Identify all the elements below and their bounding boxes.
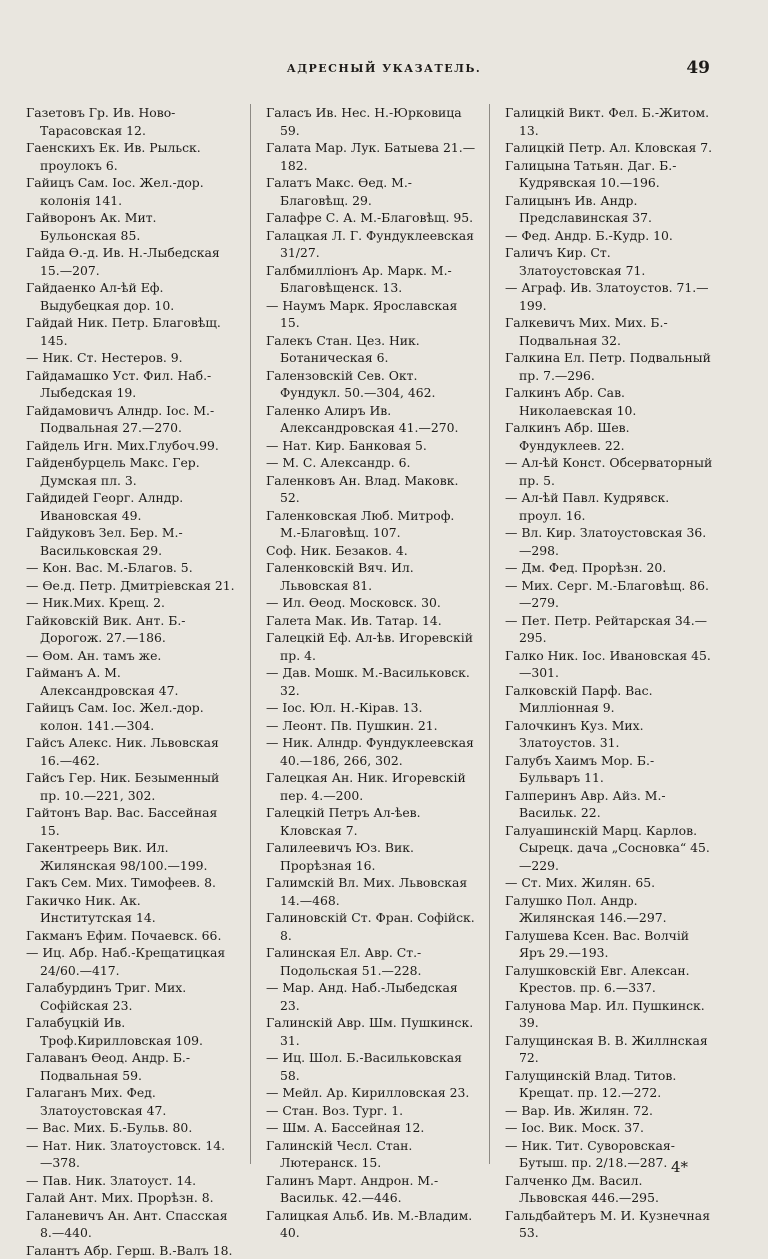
directory-entry: Гайманъ А. М. Александровская 47.	[26, 664, 236, 699]
directory-entry: Галимскій Вл. Мих. Львовская 14.—468.	[266, 874, 478, 909]
directory-entry: — Мар. Анд. Наб.-Лыбедская 23.	[266, 979, 478, 1014]
directory-entry: Галецкая Ан. Ник. Игоревскій пер. 4.—200.	[266, 769, 478, 804]
directory-entry: Галкевичъ Мих. Мих. Б.-Подвальная 32.	[505, 314, 713, 349]
directory-entry: Галекъ Стан. Цез. Ник. Ботаническая 6.	[266, 332, 478, 367]
directory-entry: Галущинскій Влад. Титов. Крещат. пр. 12.—272.	[505, 1067, 713, 1102]
directory-entry: — Вар. Ив. Жилян. 72.	[505, 1102, 713, 1120]
directory-entry: Гакентреерь Вик. Ил. Жилянская 98/100.—199.	[26, 839, 236, 874]
column-2	[266, 104, 478, 1242]
directory-entry: Галицкій Викт. Фел. Б.-Житом. 13.	[505, 104, 713, 139]
directory-entry: Галушко Пол. Андр. Жилянская 146.—297.	[505, 892, 713, 927]
directory-entry: — Ил. Ѳеод. Московск. 30.	[266, 594, 478, 612]
directory-entry: — Стан. Воз. Тург. 1.	[266, 1102, 478, 1120]
directory-entry: — Іос. Вик. Моск. 37.	[505, 1119, 713, 1137]
directory-entry: — Кон. Вас. М.-Благов. 5.	[26, 559, 236, 577]
directory-columns	[0, 104, 768, 1164]
directory-entry: — Ник. Алндр. Фундуклеевская 40.—186, 266, 302.	[266, 734, 478, 769]
column-3	[505, 104, 713, 1242]
directory-entry: — Дав. Мошк. М.-Васильковск. 32.	[266, 664, 478, 699]
directory-entry: — Нат. Ник. Златоустовск. 14.—378.	[26, 1137, 236, 1172]
directory-entry: — Леонт. Пв. Пушкин. 21.	[266, 717, 478, 735]
directory-entry: Гаенскихъ Ек. Ив. Рыльск. проулокъ 6.	[26, 139, 236, 174]
directory-entry: — Иц. Абр. Наб.-Крещатицкая 24/60.—417.	[26, 944, 236, 979]
directory-entry: Галензовскій Сев. Окт. Фундукл. 50.—304, 462.	[266, 367, 478, 402]
directory-entry: Галицкій Петр. Ал. Кловская 7.	[505, 139, 713, 157]
directory-entry: Галинъ Март. Андрон. М.-Васильк. 42.—446.	[266, 1172, 478, 1207]
directory-entry: Соф. Ник. Безаков. 4.	[266, 542, 478, 560]
directory-entry: Галасъ Ив. Нес. Н.-Юрковица 59.	[266, 104, 478, 139]
directory-entry: Гакичко Ник. Ак. Институтская 14.	[26, 892, 236, 927]
directory-entry: — Аграф. Ив. Златоустов. 71.—199.	[505, 279, 713, 314]
directory-entry: Галенковъ Ан. Влад. Маковк. 52.	[266, 472, 478, 507]
directory-entry: — Ѳе.д. Петр. Дмитріевская 21.	[26, 577, 236, 595]
directory-entry: Галата Мар. Лук. Батыева 21.—182.	[266, 139, 478, 174]
directory-entry: Галинскій Чесл. Стан. Лютеранск. 15.	[266, 1137, 478, 1172]
directory-entry: Галичъ Кир. Ст. Златоустовская 71.	[505, 244, 713, 279]
directory-entry: Гайдуковъ Зел. Бер. М.-Васильковская 29.	[26, 524, 236, 559]
page-number: 49	[686, 58, 710, 78]
directory-entry: Газетовъ Гр. Ив. Ново-Тарасовская 12.	[26, 104, 236, 139]
directory-entry: — Нат. Кир. Банковая 5.	[266, 437, 478, 455]
directory-entry: — Шм. А. Бассейная 12.	[266, 1119, 478, 1137]
directory-entry: Галковскій Парф. Вас. Миллiонная 9.	[505, 682, 713, 717]
directory-entry: Галай Ант. Мих. Прорѣзн. 8.	[26, 1189, 236, 1207]
directory-entry: Галубъ Хаимъ Мор. Б.-Бульваръ 11.	[505, 752, 713, 787]
directory-entry: — Вл. Кир. Златоустовская 36.—298.	[505, 524, 713, 559]
directory-entry: Гайдаенко Ал-ѣй Еф. Выдубецкая дор. 10.	[26, 279, 236, 314]
directory-entry: Гайсъ Алекс. Ник. Львовская 16.—462.	[26, 734, 236, 769]
directory-entry: Галушковскій Евг. Алексан. Крестов. пр. 6.—337.	[505, 962, 713, 997]
directory-entry: — Наумъ Марк. Ярославская 15.	[266, 297, 478, 332]
directory-entry: Галацкая Л. Г. Фундуклеевская 31/27.	[266, 227, 478, 262]
running-title: АДРЕСНЫЙ УКАЗАТЕЛЬ.	[0, 62, 768, 75]
directory-entry: Галатъ Макс. Ѳед. М.-Благовѣщ. 29.	[266, 174, 478, 209]
directory-entry: Гайицъ Сам. Іос. Жел.-дор. колонія 141.	[26, 174, 236, 209]
directory-entry: Галаганъ Мих. Фед. Златоустовская 47.	[26, 1084, 236, 1119]
directory-entry: Гайворонъ Ак. Мит. Бульонская 85.	[26, 209, 236, 244]
directory-entry: Гайдай Ник. Петр. Благовѣщ. 145.	[26, 314, 236, 349]
directory-entry: Галенковская Люб. Митроф. М.-Благовѣщ. 107.	[266, 507, 478, 542]
directory-entry: Галилеевичъ Юз. Вик. Прорѣзная 16.	[266, 839, 478, 874]
directory-entry: Галенковскій Вяч. Ил. Львовская 81.	[266, 559, 478, 594]
signature-mark: 4*	[671, 1158, 688, 1176]
directory-entry: Галинскій Авр. Шм. Пушкинск. 31.	[266, 1014, 478, 1049]
directory-entry: Галкинъ Абр. Сав. Николаевская 10.	[505, 384, 713, 419]
directory-entry: — Ст. Мих. Жилян. 65.	[505, 874, 713, 892]
directory-entry: Галабуцкій Ив. Троф.Кирилловская 109.	[26, 1014, 236, 1049]
directory-entry: Галуашинскій Марц. Карлов. Сырецк. дача „Сосновка“ 45.—229.	[505, 822, 713, 875]
directory-entry: Галецкій Еф. Ал-ѣв. Игоревскій пр. 4.	[266, 629, 478, 664]
directory-entry: Галкинъ Абр. Шев. Фундуклеев. 22.	[505, 419, 713, 454]
directory-entry: Галаневичъ Ан. Ант. Спасская 8.—440.	[26, 1207, 236, 1242]
directory-entry: Галинская Ел. Авр. Ст.-Подольская 51.—228.	[266, 944, 478, 979]
directory-entry: — Ник. Ст. Нестеров. 9.	[26, 349, 236, 367]
directory-entry: — М. С. Александр. 6.	[266, 454, 478, 472]
directory-entry: — Пав. Ник. Златоуст. 14.	[26, 1172, 236, 1190]
directory-entry: Гайдидей Георг. Алндр. Ивановская 49.	[26, 489, 236, 524]
directory-entry: Гальдбайтеръ М. И. Кузнечная 53.	[505, 1207, 713, 1242]
page-header	[0, 56, 768, 86]
directory-entry: — Ник. Тит. Суворовская-Бутыш. пр. 2/18.—287.	[505, 1137, 713, 1172]
directory-entry: Гакманъ Ефим. Почаевск. 66.	[26, 927, 236, 945]
directory-entry: — Мих. Серг. М.-Благовѣщ. 86.—279.	[505, 577, 713, 612]
directory-entry: — Ал-ѣй Конст. Обсерваторный пр. 5.	[505, 454, 713, 489]
directory-entry: — Пет. Петр. Рейтарская 34.—295.	[505, 612, 713, 647]
directory-entry: Галбмиллiонъ Ар. Марк. М.-Благовѣщенск. 13.	[266, 262, 478, 297]
directory-entry: Галочкинъ Куз. Мих. Златоустов. 31.	[505, 717, 713, 752]
directory-entry: Галперинъ Авр. Айз. М.-Васильк. 22.	[505, 787, 713, 822]
directory-entry: Галушева Ксен. Вас. Волчій Яръ 29.—193.	[505, 927, 713, 962]
directory-entry: Гайдамашко Уст. Фил. Наб.-Лыбедская 19.	[26, 367, 236, 402]
directory-entry: Галецкій Петръ Ал-ѣев. Кловская 7.	[266, 804, 478, 839]
directory-entry: Галченко Дм. Васил. Львовская 446.—295.	[505, 1172, 713, 1207]
column-1	[26, 104, 236, 1259]
directory-entry: — Дм. Фед. Прорѣзн. 20.	[505, 559, 713, 577]
directory-entry: Гайдамовичъ Алндр. Іос. М.-Подвальная 27.—270.	[26, 402, 236, 437]
directory-entry: — Ѳом. Ан. тамъ же.	[26, 647, 236, 665]
directory-entry: — Вас. Мих. Б.-Бульв. 80.	[26, 1119, 236, 1137]
directory-entry: Гакъ Сем. Мих. Тимофеев. 8.	[26, 874, 236, 892]
directory-entry: Галущинская В. В. Жиллнская 72.	[505, 1032, 713, 1067]
directory-entry: Галета Мак. Ив. Татар. 14.	[266, 612, 478, 630]
directory-entry: Гайденбурцель Макс. Гер. Думская пл. 3.	[26, 454, 236, 489]
directory-entry: Галенко Алиръ Ив. Александровская 41.—270.	[266, 402, 478, 437]
directory-entry: Галунова Мар. Ил. Пушкинск. 39.	[505, 997, 713, 1032]
directory-entry: Галабурдинъ Триг. Мих. Софійская 23.	[26, 979, 236, 1014]
directory-entry: Галицына Татьян. Даг. Б.-Кудрявская 10.—196.	[505, 157, 713, 192]
directory-entry: Гайковскій Вик. Ант. Б.-Дорогож. 27.—186.	[26, 612, 236, 647]
directory-entry: Галаванъ Ѳеод. Андр. Б.-Подвальная 59.	[26, 1049, 236, 1084]
directory-entry: — Мейл. Ар. Кирилловская 23.	[266, 1084, 478, 1102]
directory-entry: Гайда Ѳ.-д. Ив. Н.-Лыбедская 15.—207.	[26, 244, 236, 279]
directory-entry: Гайдель Игн. Мих.Глубоч.99.	[26, 437, 236, 455]
directory-entry: Галко Ник. Іос. Ивановская 45.—301.	[505, 647, 713, 682]
directory-entry: Гайсъ Гер. Ник. Безыменный пр. 10.—221, 302.	[26, 769, 236, 804]
directory-entry: — Іос. Юл. Н.-Кірав. 13.	[266, 699, 478, 717]
directory-entry: Галицынъ Ив. Андр. Предславинская 37.	[505, 192, 713, 227]
directory-entry: Галиновскій Ст. Фран. Софійск. 8.	[266, 909, 478, 944]
directory-entry: Галицкая Альб. Ив. М.-Владим. 40.	[266, 1207, 478, 1242]
directory-entry: Галкина Ел. Петр. Подвальный пр. 7.—296.	[505, 349, 713, 384]
directory-entry: — Ник.Мих. Крещ. 2.	[26, 594, 236, 612]
directory-entry: Галантъ Абр. Герш. В.-Валъ 18.	[26, 1242, 236, 1259]
directory-entry: — Фед. Андр. Б.-Кудр. 10.	[505, 227, 713, 245]
directory-entry: — Иц. Шол. Б.-Васильковская 58.	[266, 1049, 478, 1084]
directory-entry: Гайтонъ Вар. Вас. Бассейная 15.	[26, 804, 236, 839]
directory-entry: Гайицъ Сам. Іос. Жел.-дор. колон. 141.—304.	[26, 699, 236, 734]
directory-entry: — Ал-ѣй Павл. Кудрявск. проул. 16.	[505, 489, 713, 524]
directory-entry: Галафре С. А. М.-Благовѣщ. 95.	[266, 209, 478, 227]
